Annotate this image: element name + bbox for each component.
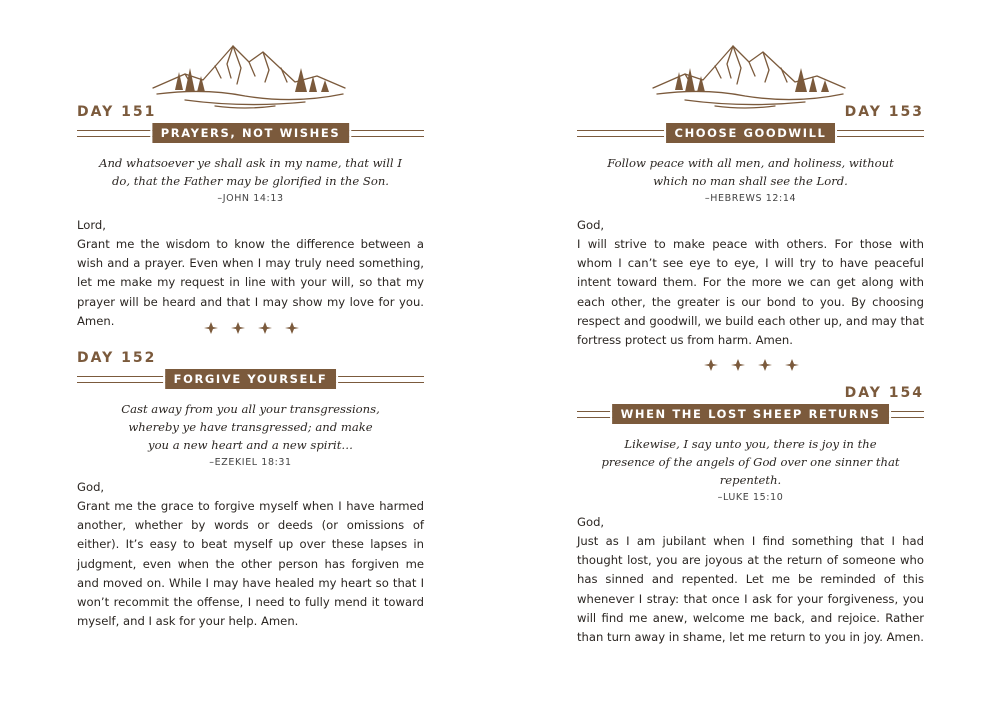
- right-page: [500, 0, 1000, 707]
- entry-title: WHEN THE LOST SHEEP RETURNS: [612, 404, 890, 424]
- scripture-reference: –HEBREWS 12:14: [704, 193, 797, 204]
- four-star-divider-icon: [696, 357, 816, 373]
- day-number: DAY 151: [77, 104, 157, 120]
- day-number: DAY 152: [77, 350, 157, 366]
- prayer-text: Just as I am jubilant when I find something that I had thought lost, you are joyous at the return of someone who has sinned and repented. Let me be reminded of this whenever I stray: that once I ask for your forgiveness, you will find me anew, welcome me back, and rejoice. Rather than turn away in shame, let me return to you in joy. Amen.: [577, 534, 924, 645]
- prayer-salutation: God,: [577, 515, 605, 529]
- mountain-range-icon: [145, 38, 355, 110]
- devotional-entry: [577, 103, 924, 350]
- scripture-reference: –LUKE 15:10: [717, 492, 784, 503]
- prayer-salutation: God,: [577, 218, 605, 232]
- prayer-salutation: Lord,: [77, 218, 106, 232]
- entry-title: CHOOSE GOODWILL: [666, 123, 836, 143]
- entry-title: PRAYERS, NOT WISHES: [152, 123, 349, 143]
- entry-title: FORGIVE YOURSELF: [165, 369, 337, 389]
- prayer-text: Grant me the wisdom to know the difference between a wish and a prayer. Even when I may truly need something, let me make my request in line with your will, so that my prayer will be heard and that I may show my love for you. Amen.: [77, 237, 424, 328]
- day-number: DAY 153: [844, 104, 924, 120]
- title-banner: [77, 123, 424, 145]
- devotional-entry: [77, 349, 424, 631]
- title-banner: [77, 369, 424, 391]
- day-number: DAY 154: [844, 385, 924, 401]
- four-star-divider-icon: [196, 320, 316, 336]
- prayer-salutation: God,: [77, 480, 105, 494]
- scripture-verse: Likewise, I say unto you, there is joy in the presence of the angels of God over one sinner that repenteth.: [601, 437, 900, 487]
- title-banner: [577, 123, 924, 145]
- mountain-range-icon: [645, 38, 855, 110]
- devotional-entry: [77, 103, 424, 331]
- scripture-verse: Cast away from you all your transgressions, whereby ye have transgressed; and make you a new heart and a new spirit…: [121, 402, 380, 452]
- prayer-text: Grant me the grace to forgive myself when I have harmed another, whether by words or deeds (or omissions of either). It’s easy to beat myself up over these lapses in judgment, even when the other person has forgiven me and moved on. While I may have healed my heart so that I won’t recommit the offense, I need to fully mend it toward myself, and I ask for your help. Amen.: [77, 499, 424, 629]
- scripture-reference: –EZEKIEL 18:31: [209, 457, 292, 468]
- title-banner: [577, 404, 924, 426]
- prayer-text: I will strive to make peace with others. For those with whom I can’t see eye to eye, I will try to have peaceful intent toward them. For the more we can get along with each other, the greater is our bond to you. By choosing respect and goodwill, we build each other up, and may that fortress protect us from harm. Amen.: [577, 237, 924, 348]
- devotional-entry: [577, 384, 924, 647]
- scripture-verse: And whatsoever ye shall ask in my name, that will I do, that the Father may be glorified in the Son.: [99, 156, 402, 188]
- scripture-verse: Follow peace with all men, and holiness, without which no man shall see the Lord.: [607, 156, 894, 188]
- scripture-reference: –JOHN 14:13: [217, 193, 284, 204]
